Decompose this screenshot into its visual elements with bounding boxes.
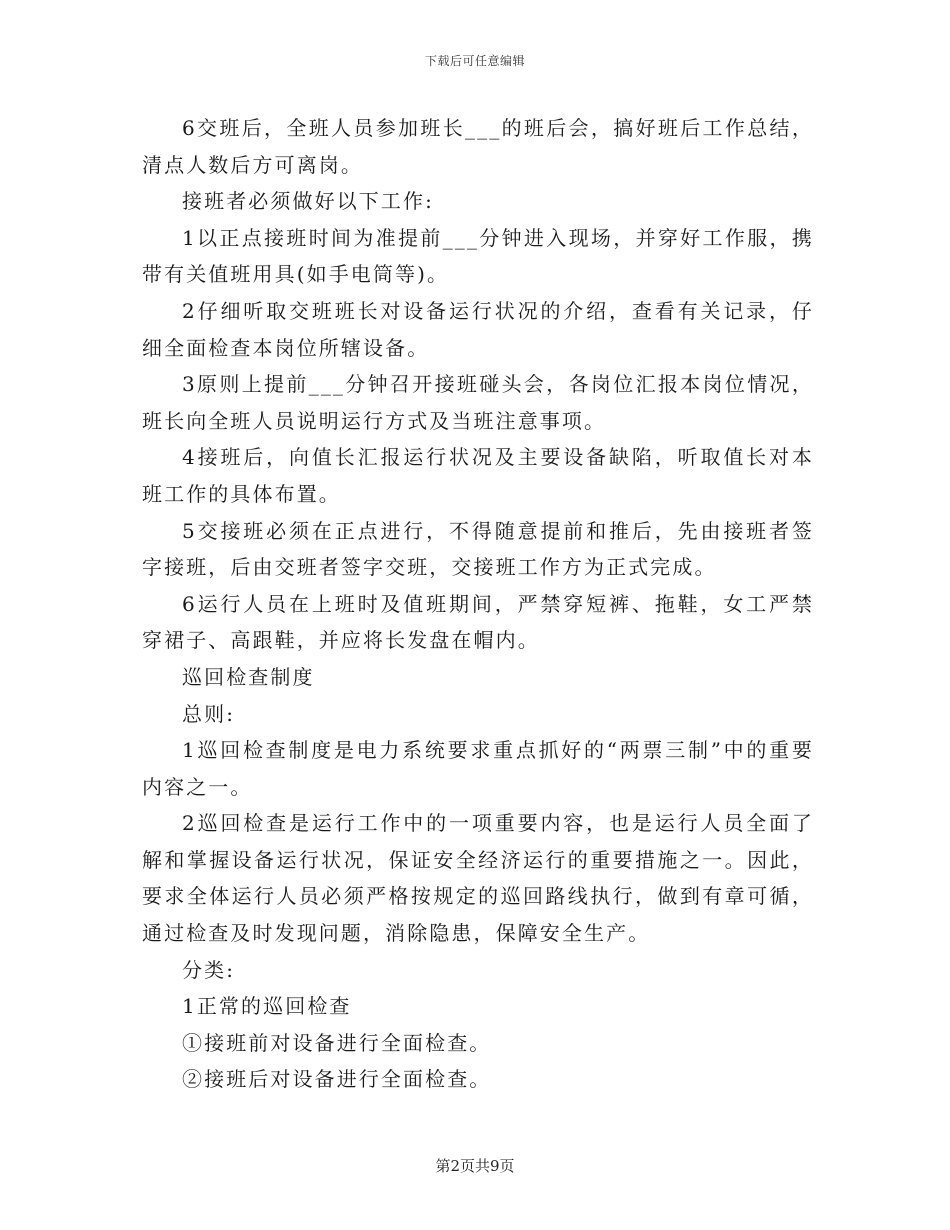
paragraph: 1以正点接班时间为准提前___分钟进入现场，并穿好工作服，携带有关值班用具(如手电筒等)。 xyxy=(142,225,814,287)
paragraph: 接班者必须做好以下工作: xyxy=(182,189,434,214)
paragraph: 6运行人员在上班时及值班期间，严禁穿短裤、拖鞋，女工严禁穿裙子、高跟鞋，并应将长发盘在帽内。 xyxy=(142,591,814,653)
paragraph: 6交班后，全班人员参加班长___的班后会，搞好班后工作总结，清点人数后方可离岗。 xyxy=(142,116,814,177)
paragraph: 4接班后，向值长汇报运行状况及主要设备缺陷，听取值长对本班工作的具体布置。 xyxy=(142,445,814,506)
section-heading: 巡回检查制度 xyxy=(182,664,315,689)
list-item: ①接班前对设备进行全面检查。 xyxy=(182,1030,492,1055)
paragraph: 2巡回检查是运行工作中的一项重要内容，也是运行人员全面了解和掌握设备运行状况，保证安全经济运行的重要措施之一。因此，要求全体运行人员必须严格按规定的巡回路线执行，做到有章可循，通过检查及时发现问题，消除隐患，保障安全生产。 xyxy=(142,811,814,946)
subsection-heading: 总则: xyxy=(182,701,236,726)
paragraph: 5交接班必须在正点进行，不得随意提前和推后，先由接班者签字接班，后由交班者签字交班，交接班工作方为正式完成。 xyxy=(142,518,814,580)
subsection-heading: 分类: xyxy=(182,957,236,982)
list-item: ②接班后对设备进行全面检查。 xyxy=(182,1067,492,1092)
document-body xyxy=(142,110,814,1098)
paragraph: 2仔细听取交班班长对设备运行状况的介绍，查看有关记录，仔细全面检查本岗位所辖设备。 xyxy=(142,298,814,360)
list-item: 1正常的巡回检查 xyxy=(182,994,352,1019)
page-header: 下载后可任意编辑 xyxy=(424,54,525,68)
page-number-footer: 第2页共9页 xyxy=(435,1157,515,1175)
paragraph: 3原则上提前___分钟召开接班碰头会，各岗位汇报本岗位情况，班长向全班人员说明运行方式及当班注意事项。 xyxy=(142,372,814,433)
paragraph: 1巡回检查制度是电力系统要求重点抓好的“两票三制”中的重要内容之一。 xyxy=(142,738,814,799)
